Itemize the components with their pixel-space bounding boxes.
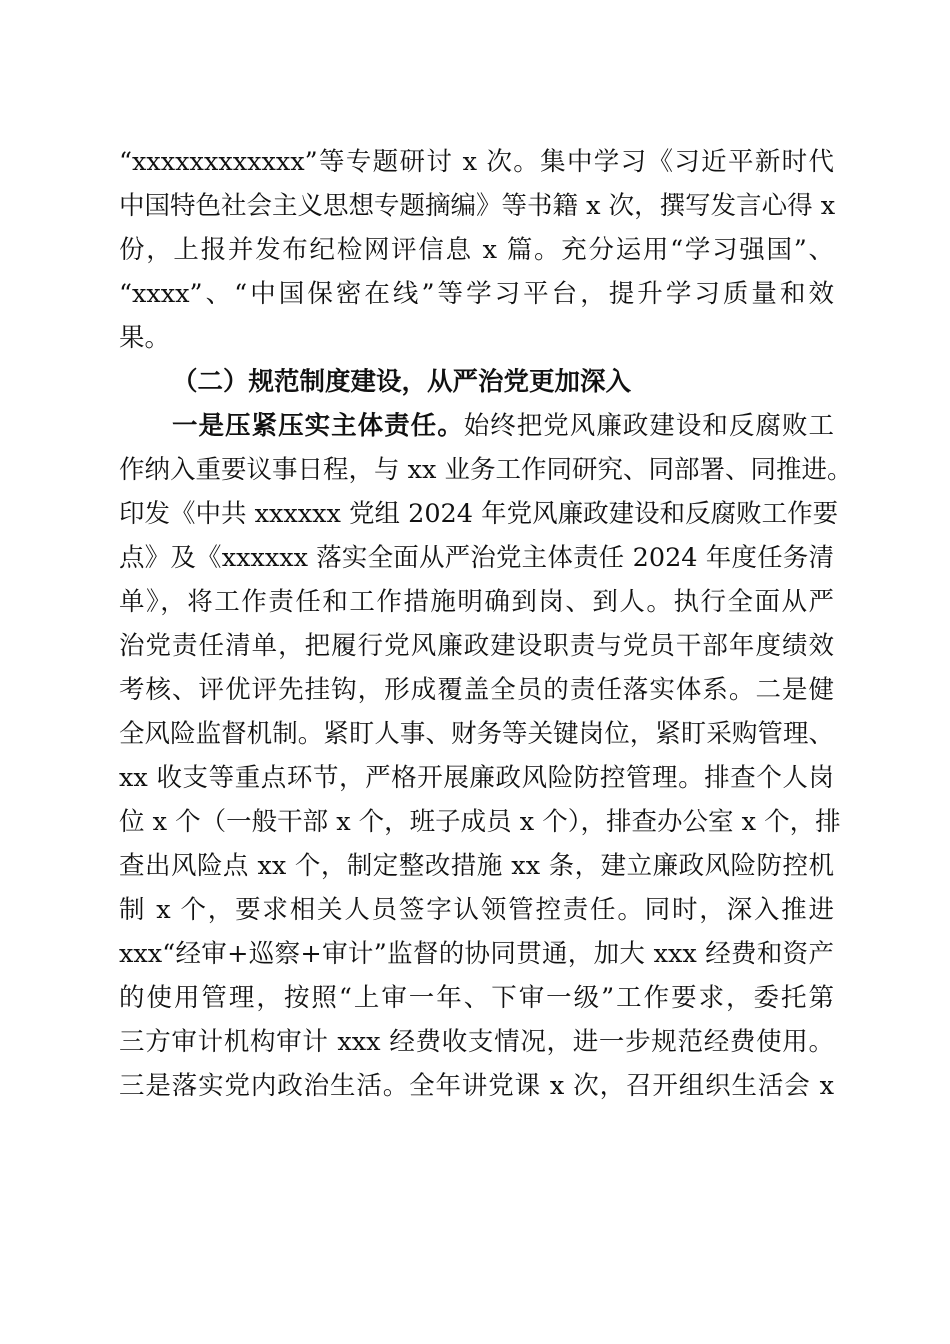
paragraph2-line-3: 印发《中共 xxxxxx 党组 2024 年党风廉政建设和反腐败工作要 — [119, 499, 839, 529]
paragraph1-line-4: “xxxx”、“中国保密在线”等学习平台，提升学习质量和效 — [119, 279, 834, 309]
paragraph1-line-5: 果。 — [119, 323, 171, 353]
paragraph2-lead: 一是压紧压实主体责任。 — [172, 411, 464, 441]
paragraph2-line-6: 治党责任清单，把履行党风廉政建设职责与党员干部年度绩效 — [119, 631, 834, 661]
paragraph2-line-11: 查出风险点 xx 个，制定整改措施 xx 条，建立廉政风险防控机 — [119, 851, 834, 881]
paragraph1-line-3: 份，上报并发布纪检网评信息 x 篇。充分运用“学习强国”、 — [119, 235, 834, 265]
paragraph2-line-1 — [172, 404, 834, 448]
paragraph2-line-9: xx 收支等重点环节，严格开展廉政风险防控管理。排查个人岗 — [119, 763, 834, 793]
section-heading: （二）规范制度建设，从严治党更加深入 — [172, 367, 632, 397]
paragraph2-line-10: 位 x 个（一般干部 x 个，班子成员 x 个），排查办公室 x 个，排 — [119, 807, 841, 837]
paragraph2-line-15: 三方审计机构审计 xxx 经费收支情况，进一步规范经费使用。 — [119, 1027, 834, 1057]
paragraph2-line-5: 单》，将工作责任和工作措施明确到岗、到人。执行全面从严 — [119, 587, 834, 617]
paragraph2-line-13: xxx“经审+巡察+审计”监督的协同贯通，加大 xxx 经费和资产 — [119, 939, 834, 969]
paragraph2-line-4: 点》及《xxxxxx 落实全面从严治党主体责任 2024 年度任务清 — [119, 543, 834, 573]
paragraph2-line-7: 考核、评优评先挂钩，形成覆盖全员的责任落实体系。二是健 — [119, 675, 834, 705]
paragraph2-line-2: 作纳入重要议事日程，与 xx 业务工作同研究、同部署、同推进。 — [119, 455, 853, 485]
paragraph2-line-12: 制 x 个，要求相关人员签字认领管控责任。同时，深入推进 — [119, 895, 834, 925]
paragraph2-line-16: 三是落实党内政治生活。全年讲党课 x 次，召开组织生活会 x — [119, 1071, 834, 1101]
paragraph2-line-14: 的使用管理，按照“上审一年、下审一级”工作要求，委托第 — [119, 983, 834, 1013]
paragraph1-line-1: “xxxxxxxxxxxx”等专题研讨 x 次。集中学习《习近平新时代 — [119, 147, 834, 177]
paragraph2-line-8: 全风险监督机制。紧盯人事、财务等关键岗位，紧盯采购管理、 — [119, 719, 834, 749]
paragraph2-first-rest: 始终把党风廉政建设和反腐败工 — [463, 411, 834, 441]
paragraph1-line-2: 中国特色社会主义思想专题摘编》等书籍 x 次，撰写发言心得 x — [119, 191, 836, 221]
